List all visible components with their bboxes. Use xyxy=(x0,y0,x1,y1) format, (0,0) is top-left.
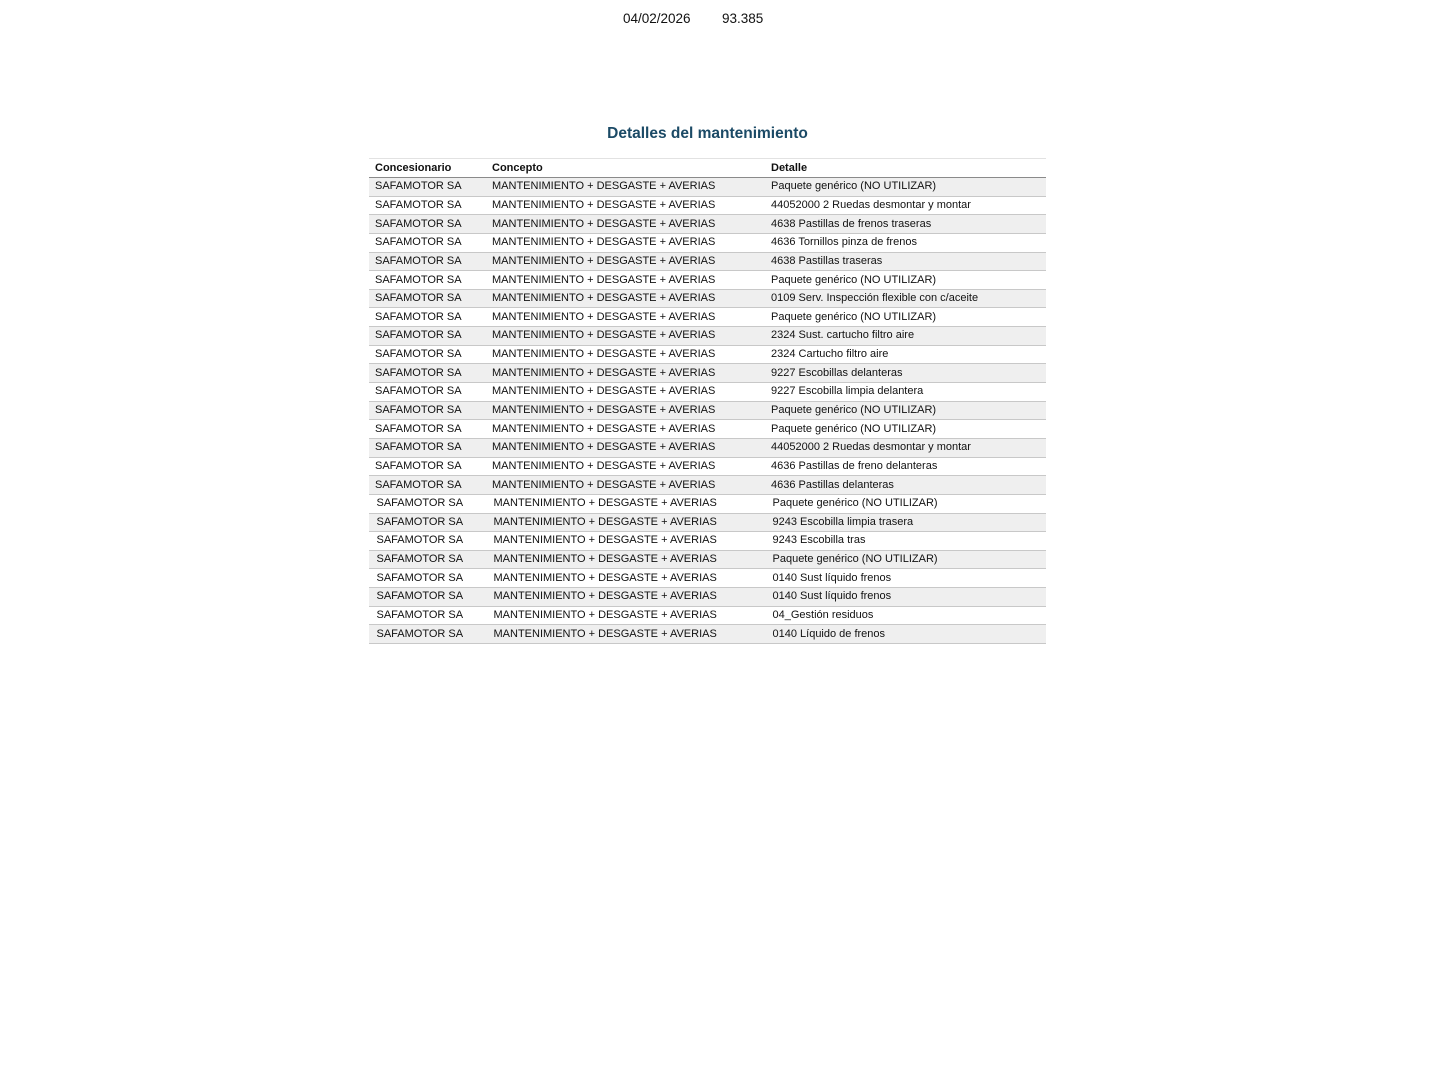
cell-detail: 2324 Sust. cartucho filtro aire xyxy=(765,327,1046,346)
cell-dealer: SAFAMOTOR SA xyxy=(369,569,486,588)
table-row xyxy=(369,383,1046,402)
table-row xyxy=(369,550,1046,569)
column-header-dealer: Concesionario xyxy=(369,159,486,178)
cell-concept: MANTENIMIENTO + DESGASTE + AVERIAS xyxy=(486,233,765,252)
cell-detail: Paquete genérico (NO UTILIZAR) xyxy=(765,271,1046,290)
cell-detail: Paquete genérico (NO UTILIZAR) xyxy=(765,308,1046,327)
cell-dealer: SAFAMOTOR SA xyxy=(369,401,486,420)
report-header xyxy=(0,9,1440,29)
cell-detail: Paquete genérico (NO UTILIZAR) xyxy=(765,550,1046,569)
table-row xyxy=(369,215,1046,234)
table-row xyxy=(369,476,1046,495)
cell-dealer: SAFAMOTOR SA xyxy=(369,494,486,513)
cell-dealer: SAFAMOTOR SA xyxy=(369,588,486,607)
cell-dealer: SAFAMOTOR SA xyxy=(369,271,486,290)
cell-dealer: SAFAMOTOR SA xyxy=(369,215,486,234)
table-row xyxy=(369,308,1046,327)
cell-detail: Paquete genérico (NO UTILIZAR) xyxy=(765,178,1046,197)
table-row xyxy=(369,532,1046,551)
cell-concept: MANTENIMIENTO + DESGASTE + AVERIAS xyxy=(486,588,765,607)
table-row xyxy=(369,327,1046,346)
cell-dealer: SAFAMOTOR SA xyxy=(369,625,486,644)
table-row xyxy=(369,271,1046,290)
table-row xyxy=(369,178,1046,197)
cell-dealer: SAFAMOTOR SA xyxy=(369,550,486,569)
table-row xyxy=(369,606,1046,625)
cell-concept: MANTENIMIENTO + DESGASTE + AVERIAS xyxy=(486,476,765,495)
cell-dealer: SAFAMOTOR SA xyxy=(369,476,486,495)
table-row xyxy=(369,438,1046,457)
cell-concept: MANTENIMIENTO + DESGASTE + AVERIAS xyxy=(486,550,765,569)
table-body xyxy=(369,178,1046,644)
cell-concept: MANTENIMIENTO + DESGASTE + AVERIAS xyxy=(486,196,765,215)
cell-concept: MANTENIMIENTO + DESGASTE + AVERIAS xyxy=(486,308,765,327)
report-date: 04/02/2026 xyxy=(623,11,691,26)
table-row xyxy=(369,401,1046,420)
cell-dealer: SAFAMOTOR SA xyxy=(369,364,486,383)
cell-concept: MANTENIMIENTO + DESGASTE + AVERIAS xyxy=(486,401,765,420)
cell-dealer: SAFAMOTOR SA xyxy=(369,420,486,439)
cell-detail: 9227 Escobilla limpia delantera xyxy=(765,383,1046,402)
cell-detail: 9243 Escobilla tras xyxy=(765,532,1046,551)
cell-concept: MANTENIMIENTO + DESGASTE + AVERIAS xyxy=(486,457,765,476)
column-header-detail: Detalle xyxy=(765,159,1046,178)
table-row xyxy=(369,513,1046,532)
cell-dealer: SAFAMOTOR SA xyxy=(369,252,486,271)
table-row xyxy=(369,420,1046,439)
cell-dealer: SAFAMOTOR SA xyxy=(369,532,486,551)
cell-dealer: SAFAMOTOR SA xyxy=(369,308,486,327)
cell-concept: MANTENIMIENTO + DESGASTE + AVERIAS xyxy=(486,271,765,290)
odometer-reading: 93.385 xyxy=(722,11,764,26)
cell-dealer: SAFAMOTOR SA xyxy=(369,513,486,532)
cell-detail: 04_Gestión residuos xyxy=(765,606,1046,625)
table-row xyxy=(369,252,1046,271)
table-row xyxy=(369,196,1046,215)
cell-dealer: SAFAMOTOR SA xyxy=(369,289,486,308)
cell-dealer: SAFAMOTOR SA xyxy=(369,327,486,346)
cell-detail: 44052000 2 Ruedas desmontar y montar xyxy=(765,196,1046,215)
cell-concept: MANTENIMIENTO + DESGASTE + AVERIAS xyxy=(486,625,765,644)
table-row xyxy=(369,457,1046,476)
cell-dealer: SAFAMOTOR SA xyxy=(369,345,486,364)
cell-detail: 2324 Cartucho filtro aire xyxy=(765,345,1046,364)
cell-detail: 4636 Pastillas de freno delanteras xyxy=(765,457,1046,476)
cell-detail: 4638 Pastillas de frenos traseras xyxy=(765,215,1046,234)
cell-dealer: SAFAMOTOR SA xyxy=(369,383,486,402)
cell-detail: 0109 Serv. Inspección flexible con c/aceite xyxy=(765,289,1046,308)
cell-concept: MANTENIMIENTO + DESGASTE + AVERIAS xyxy=(486,345,765,364)
table-row xyxy=(369,625,1046,644)
cell-detail: 4638 Pastillas traseras xyxy=(765,252,1046,271)
cell-concept: MANTENIMIENTO + DESGASTE + AVERIAS xyxy=(486,383,765,402)
cell-detail: 9227 Escobillas delanteras xyxy=(765,364,1046,383)
cell-concept: MANTENIMIENTO + DESGASTE + AVERIAS xyxy=(486,252,765,271)
cell-concept: MANTENIMIENTO + DESGASTE + AVERIAS xyxy=(486,569,765,588)
cell-concept: MANTENIMIENTO + DESGASTE + AVERIAS xyxy=(486,420,765,439)
table-row xyxy=(369,569,1046,588)
cell-concept: MANTENIMIENTO + DESGASTE + AVERIAS xyxy=(486,327,765,346)
cell-detail: 44052000 2 Ruedas desmontar y montar xyxy=(765,438,1046,457)
cell-concept: MANTENIMIENTO + DESGASTE + AVERIAS xyxy=(486,513,765,532)
cell-dealer: SAFAMOTOR SA xyxy=(369,606,486,625)
cell-detail: 9243 Escobilla limpia trasera xyxy=(765,513,1046,532)
table-row xyxy=(369,233,1046,252)
cell-dealer: SAFAMOTOR SA xyxy=(369,438,486,457)
column-header-concept: Concepto xyxy=(486,159,765,178)
cell-concept: MANTENIMIENTO + DESGASTE + AVERIAS xyxy=(486,438,765,457)
cell-concept: MANTENIMIENTO + DESGASTE + AVERIAS xyxy=(486,364,765,383)
cell-concept: MANTENIMIENTO + DESGASTE + AVERIAS xyxy=(486,178,765,197)
cell-dealer: SAFAMOTOR SA xyxy=(369,178,486,197)
cell-detail: 0140 Sust líquido frenos xyxy=(765,569,1046,588)
cell-detail: Paquete genérico (NO UTILIZAR) xyxy=(765,401,1046,420)
table-row xyxy=(369,364,1046,383)
table-row xyxy=(369,588,1046,607)
cell-dealer: SAFAMOTOR SA xyxy=(369,196,486,215)
cell-detail: 4636 Tornillos pinza de frenos xyxy=(765,233,1046,252)
cell-concept: MANTENIMIENTO + DESGASTE + AVERIAS xyxy=(486,532,765,551)
section-title: Detalles del mantenimiento xyxy=(607,125,808,142)
cell-detail: 0140 Líquido de frenos xyxy=(765,625,1046,644)
cell-dealer: SAFAMOTOR SA xyxy=(369,233,486,252)
cell-concept: MANTENIMIENTO + DESGASTE + AVERIAS xyxy=(486,215,765,234)
cell-concept: MANTENIMIENTO + DESGASTE + AVERIAS xyxy=(486,289,765,308)
cell-concept: MANTENIMIENTO + DESGASTE + AVERIAS xyxy=(486,494,765,513)
table-row xyxy=(369,289,1046,308)
maintenance-table-container xyxy=(369,158,1046,644)
cell-dealer: SAFAMOTOR SA xyxy=(369,457,486,476)
cell-detail: 4636 Pastillas delanteras xyxy=(765,476,1046,495)
maintenance-details-table xyxy=(369,158,1046,644)
cell-concept: MANTENIMIENTO + DESGASTE + AVERIAS xyxy=(486,606,765,625)
cell-detail: Paquete genérico (NO UTILIZAR) xyxy=(765,494,1046,513)
cell-detail: 0140 Sust líquido frenos xyxy=(765,588,1046,607)
table-row xyxy=(369,494,1046,513)
cell-detail: Paquete genérico (NO UTILIZAR) xyxy=(765,420,1046,439)
table-row xyxy=(369,345,1046,364)
table-header-row xyxy=(369,159,1046,178)
